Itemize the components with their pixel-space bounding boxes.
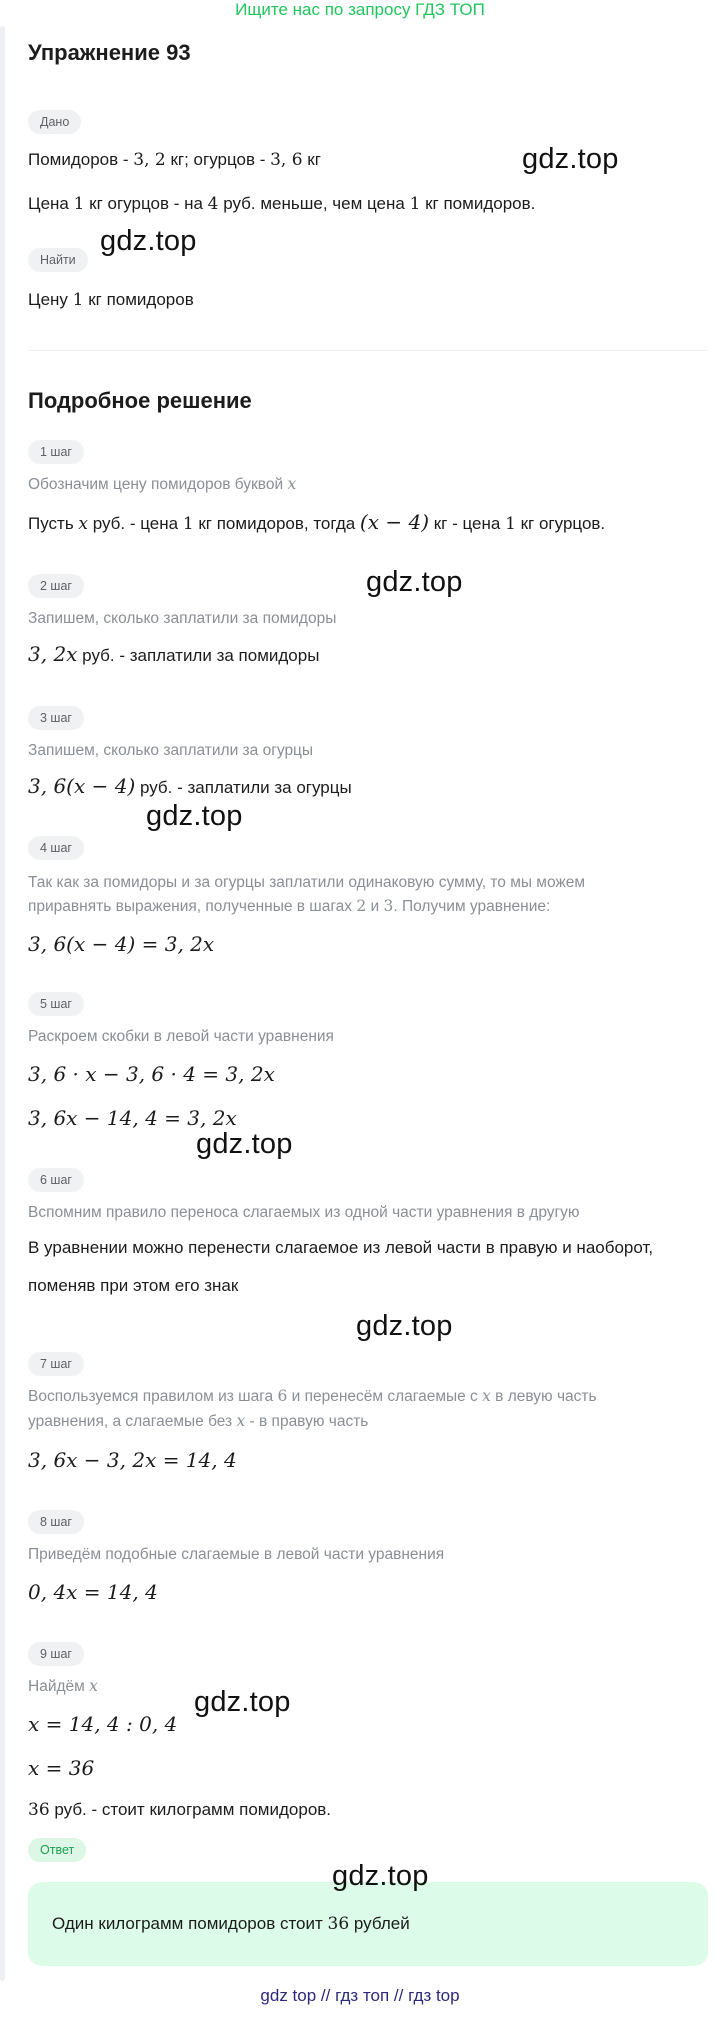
given-line-2: Цена 1 кг огурцов - на 4 руб. меньше, чем цена 1 кг помидоров. [28,194,536,214]
step-7-hint-2: уравнения, а слагаемые без x - в правую часть [28,1412,369,1430]
exercise-title: Упражнение 93 [28,40,191,65]
given-line-1: Помидоров - 3, 2 кг; огурцов - 3, 6 кг [28,150,321,170]
step-6-body-2: поменяв при этом его знак [28,1276,239,1295]
step-5-equation-2: 3, 6x − 14, 4 = 3, 2x [28,1106,237,1130]
watermark-6: gdz.top [356,1310,453,1342]
answer-box [28,1882,708,1966]
watermark-1: gdz.top [522,143,619,175]
step-7-chip: 7 шаг [28,1352,84,1376]
watermark-2: gdz.top [100,225,197,257]
watermark-4: gdz.top [146,800,243,832]
answer-text: Один килограмм помидоров стоит 36 рублей [52,1914,410,1934]
step-8-chip: 8 шаг [28,1510,84,1534]
step-6-body-1: В уравнении можно перенести слагаемое из левой части в правую и наоборот, [28,1238,654,1257]
watermark-7: gdz.top [194,1686,291,1718]
answer-chip: Ответ [28,1838,86,1862]
step-4-hint-2: приравнять выражения, полученные в шагах 2 и 3. Получим уравнение: [28,897,551,915]
step-9-chip: 9 шаг [28,1642,84,1666]
footer-links[interactable]: gdz top // гдз топ // гдз top [260,1986,460,2005]
step-8-hint: Приведём подобные слагаемые в левой части уравнения [28,1546,445,1563]
watermark-3: gdz.top [366,566,463,598]
step-2-hint: Запишем, сколько заплатили за помидоры [28,610,337,627]
given-chip: Дано [28,110,81,134]
step-4-equation: 3, 6(x − 4) = 3, 2x [28,932,215,956]
step-9-equation-2: x = 36 [28,1756,95,1780]
step-5-equation-1: 3, 6 · x − 3, 6 · 4 = 3, 2x [28,1062,275,1086]
step-9-body: 36 руб. - стоит килограмм помидоров. [28,1800,332,1820]
step-9-hint: Найдём x [28,1677,98,1695]
find-chip: Найти [28,248,88,272]
step-9-equation-1: x = 14, 4 : 0, 4 [28,1712,178,1736]
solution-title: Подробное решение [28,388,252,413]
step-4-hint-1: Так как за помидоры и за огурцы заплатили одинаковую сумму, то мы можем [28,874,586,891]
watermark-8: gdz.top [332,1860,429,1892]
section-divider [28,350,708,351]
step-6-hint: Вспомним правило переноса слагаемых из одной части уравнения в другую [28,1204,580,1221]
step-2-body: 3, 2x руб. - заплатили за помидоры [28,642,320,666]
step-1-hint: Обозначим цену помидоров буквой x [28,475,297,493]
step-4-chip: 4 шаг [28,836,84,860]
step-1-chip: 1 шаг [28,440,84,464]
search-promo-banner: Ищите нас по запросу ГДЗ ТОП [235,0,485,19]
step-7-equation: 3, 6x − 3, 2x = 14, 4 [28,1448,237,1472]
step-7-hint-1: Воспользуемся правилом из шага 6 и перенесём слагаемые с x в левую часть [28,1387,597,1405]
step-8-equation: 0, 4x = 14, 4 [28,1580,158,1604]
find-line: Цену 1 кг помидоров [28,290,194,310]
step-2-chip: 2 шаг [28,574,84,598]
step-3-body: 3, 6(x − 4) руб. - заплатили за огурцы [28,774,352,798]
step-5-chip: 5 шаг [28,992,84,1016]
step-6-chip: 6 шаг [28,1168,84,1192]
step-3-chip: 3 шаг [28,706,84,730]
left-accent-bar [0,26,5,1981]
watermark-5: gdz.top [196,1128,293,1160]
step-5-hint: Раскроем скобки в левой части уравнения [28,1028,334,1045]
step-3-hint: Запишем, сколько заплатили за огурцы [28,742,314,759]
step-1-body: Пусть x руб. - цена 1 кг помидоров, тогда (x − 4) кг - цена 1 кг огурцов. [28,510,606,534]
